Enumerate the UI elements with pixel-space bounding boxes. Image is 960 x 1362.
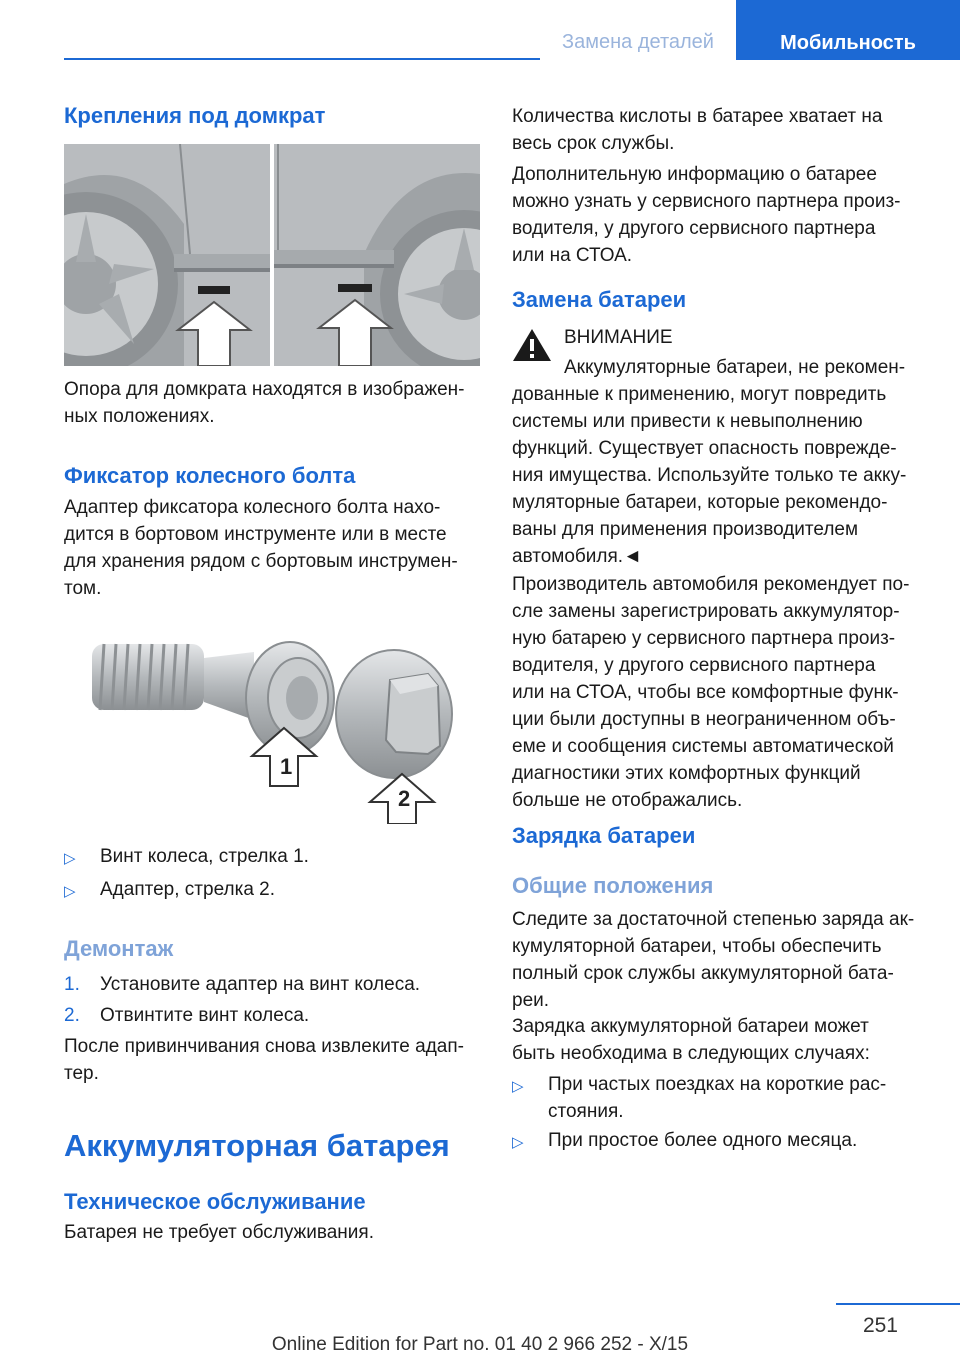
jack-points-caption: Опора для домкрата находятся в изображен‐ ных положениях.	[64, 379, 465, 427]
edition-footer: Online Edition for Part no. 01 40 2 966 252 - X/15	[271, 1334, 689, 1355]
bolt-shape	[92, 642, 334, 754]
wheel-lock-figure	[84, 628, 464, 824]
header-section-tab[interactable]: Замена деталей	[540, 0, 736, 60]
step-number: 1.	[64, 974, 80, 995]
step-item: 2. Отвинтите винт колеса.	[64, 1002, 480, 1029]
page-header	[0, 0, 960, 62]
fig-label-2: 2	[398, 786, 411, 811]
list-item: ▷ Адаптер, стрелка 2.	[64, 876, 480, 903]
page-number: 251	[862, 1314, 898, 1337]
warning-label: ВНИМАНИЕ	[564, 327, 673, 348]
general-heading: Общие положения	[512, 873, 714, 898]
replace-battery-heading: Замена батареи	[512, 287, 687, 312]
adapter-shape	[336, 650, 452, 778]
list-item: ▷ Винт колеса, стрелка 1.	[64, 843, 480, 870]
maintenance-heading: Техническое обслуживание	[64, 1189, 366, 1214]
removal-heading: Демонтаж	[64, 936, 174, 961]
maintenance-text: Батарея не требует обслуживания.	[64, 1222, 374, 1243]
list-item: ▷ При простое более одного месяца.	[512, 1127, 932, 1154]
jack-points-heading: Крепления под домкрат	[64, 103, 326, 128]
removal-note: После привинчивания снова извлеките адап‐ тер.	[64, 1036, 464, 1084]
jack-panel-left	[64, 144, 270, 366]
battery-heading: Аккумуляторная батарея	[64, 1128, 450, 1163]
step-number: 2.	[64, 1005, 80, 1026]
charge-needed-text: Зарядка аккумуляторной батареи может быть необходима в следующих случаях:	[512, 1016, 870, 1064]
charge-battery-heading: Зарядка батареи	[512, 823, 696, 848]
bullet-triangle-icon: ▷	[64, 883, 76, 900]
info-text: Дополнительную информацию о батарее можно узнать у сервисного партнера произ‐ водителя, у другого сервисного партнера или на СТОА.	[512, 164, 901, 266]
header-chapter-tab[interactable]: Мобильность	[736, 0, 960, 60]
register-text: Производитель автомобиля рекомендует по‐ сле замены зарегистрировать аккумулятор‐ ную батарею у сервисного партнера произ‐ водителя, у другого сервисного партнера или на СТОА, чтобы все комфортные функ‐ ции были доступны в неограниченном объ‐ еме и сообщения системы автоматической диагностики этих комфортных функций больше не отображались.	[512, 574, 910, 811]
jack-points-figure	[64, 144, 480, 366]
bullet-triangle-icon: ▷	[64, 850, 76, 867]
general-text: Следите за достаточной степенью заряда ак‐ кумуляторной батареи, чтобы обеспечить полный срок службы аккумуляторной бата‐ реи.	[512, 909, 915, 1011]
warning-text: Аккумуляторные батареи, не рекомен‐ дованные к применению, могут повредить системы или привести к невыполнению функций. Существует опасность поврежде‐ ния имущества. Используйте только те акку‐ муляторные батареи, которые рекомендо‐ ваны для применения производителем автомобиля.◄	[512, 357, 907, 567]
acid-text: Количества кислоты в батарее хватает на весь срок службы.	[512, 106, 883, 154]
fig-label-1: 1	[280, 754, 293, 779]
wheel-lock-heading: Фиксатор колесного болта	[64, 463, 356, 488]
jack-panel-right	[274, 144, 480, 366]
bullet-triangle-icon: ▷	[512, 1134, 524, 1151]
wheel-lock-text: Адаптер фиксатора колесного болта нахо‐ дится в бортовом инструменте или в месте для хранения рядом с бортовым инструмен‐ том.	[64, 497, 458, 599]
list-item: ▷ При частых поездках на короткие рас‐ стояния.	[512, 1074, 887, 1122]
footer-rule	[836, 1303, 960, 1305]
bullet-triangle-icon: ▷	[512, 1078, 524, 1095]
step-item: 1. Установите адаптер на винт колеса.	[64, 971, 480, 998]
